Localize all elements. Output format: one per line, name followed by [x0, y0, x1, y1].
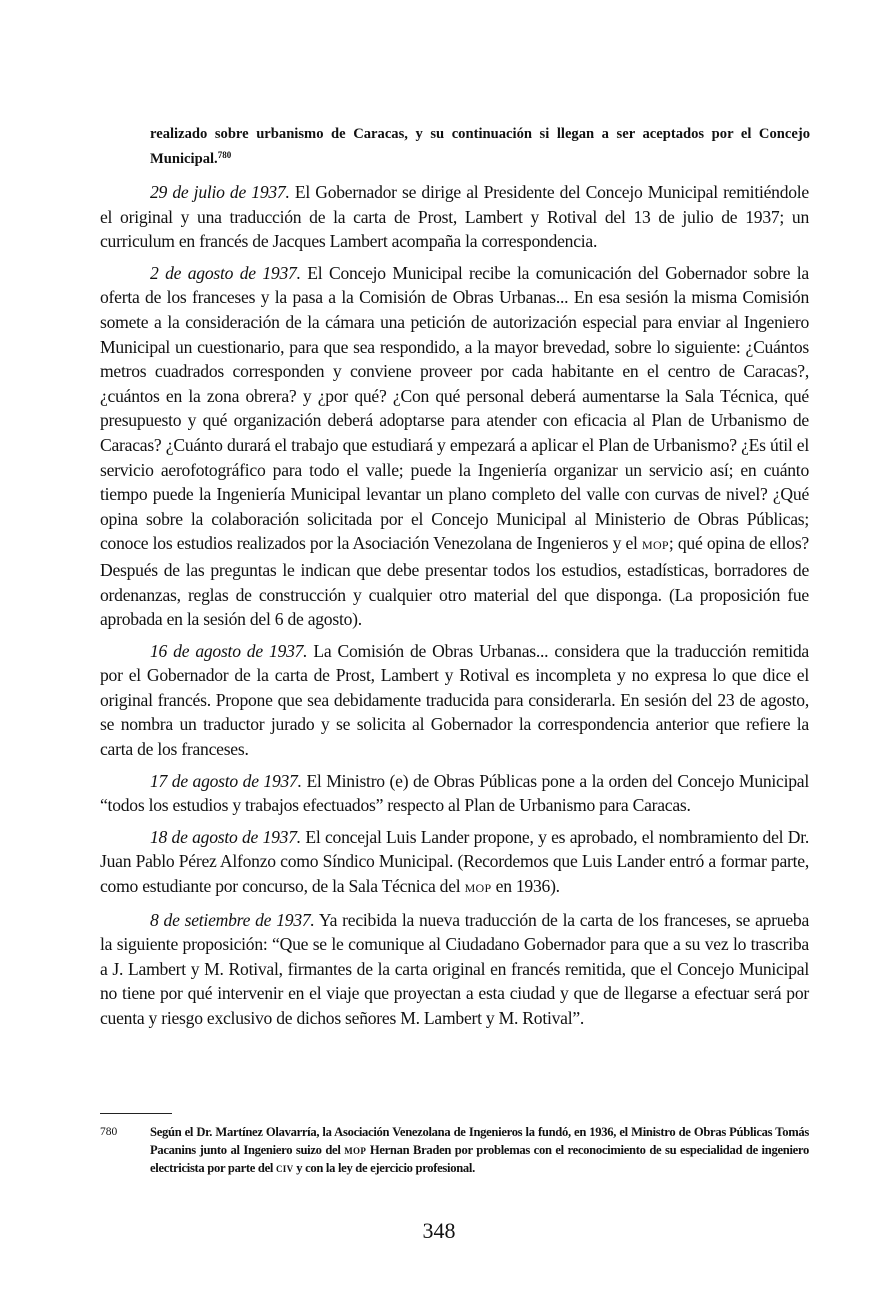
- entry-date: 16 de agosto de 1937.: [150, 640, 308, 661]
- abbreviation-mop: MOP: [641, 538, 669, 553]
- entry-1937-08-18: [100, 825, 809, 901]
- entry-date: 8 de setiembre de 1937.: [150, 909, 315, 930]
- block-quote: [150, 124, 810, 170]
- entry-1937-07-29: [100, 180, 809, 254]
- entry-text-continued: ; qué opina de ellos? Después de las preguntas le indican que debe presentar todos los estudios, estadísticas, borradores de ordenanzas, reglas de construcción y cualquier otro material del que disponga. (La proposición fue aprobada en la sesión del 6 de agosto).: [100, 533, 809, 630]
- abbreviation-mop: MOP: [464, 881, 492, 896]
- entry-date: 29 de julio de 1937.: [150, 182, 290, 202]
- abbreviation-civ: CIV: [275, 1164, 294, 1174]
- block-quote-text: realizado sobre urbanismo de Caracas, y su continuación si llegan a ser aceptados por el Concejo Municipal.: [150, 126, 810, 167]
- entry-text: El Gobernador se dirige al Presidente del Concejo Municipal remitiéndole el original y una traducción de la carta de Prost, Lambert y Rotival del 13 de julio de 1937; un curriculum en francés de Jacques Lambert acompaña la correspondencia.: [100, 182, 809, 252]
- entry-date: 17 de agosto de 1937.: [150, 770, 302, 791]
- abbreviation-mop: MOP: [344, 1145, 367, 1156]
- entry-1937-08-16: [100, 639, 809, 762]
- entry-text: El concejal Luis Lander propone, y es aprobado, el nombramiento del Dr. Juan Pablo Pérez Alfonzo como Síndico Municipal. (Recordemos que Luis Lander entró a formar parte, como estudiante por concurso, de la Sala Técnica del: [100, 826, 809, 897]
- footnote-text: [150, 1124, 809, 1179]
- page-number: 348: [422, 1218, 456, 1243]
- footnote-text-part: Hernan Braden por problemas con el reconocimiento de su especialidad de ingeniero electricista por parte del: [150, 1142, 809, 1175]
- chronology-body: [100, 180, 809, 1038]
- footnote-text-part: Según el Dr. Martínez Olavarría, la Asociación Venezolana de Ingenieros la fundó, en 1936, el Ministro de Obras Públicas Tomás Pacanins junto al Ingeniero suizo del: [150, 1125, 809, 1157]
- entry-text-continued: en 1936).: [491, 876, 560, 897]
- entry-text: La Comisión de Obras Urbanas... considera que la traducción remitida por el Gobernador de la carta de Prost, Lambert y Rotival es incompleta y no expresa lo que dice el original francés. Propone que sea debidamente traducida para considerarla. En sesión del 23 de agosto, se nombra un traductor jurado y se solicita al Gobernador la correspondencia anterior que refiere la carta de los franceses.: [100, 640, 809, 760]
- footnote-reference[interactable]: 780: [217, 150, 232, 160]
- footnote-separator: [100, 1113, 172, 1114]
- entry-1937-08-02: [100, 261, 809, 632]
- entry-date: 18 de agosto de 1937.: [150, 826, 301, 847]
- entry-1937-08-17: [100, 769, 809, 818]
- footnote-text-part: y con la ley de ejercicio profesional.: [293, 1161, 475, 1175]
- entry-date: 2 de agosto de 1937.: [150, 262, 301, 283]
- footnote-number: 780: [100, 1126, 118, 1138]
- entry-1937-09-08: [100, 908, 809, 1031]
- entry-text: El Ministro (e) de Obras Públicas pone a la orden del Concejo Municipal “todos los estudios y trabajos efectuados” respecto al Plan de Urbanismo para Caracas.: [100, 770, 809, 816]
- entry-text: El Concejo Municipal recibe la comunicación del Gobernador sobre la oferta de los franceses y la pasa a la Comisión de Obras Urbanas... En esa sesión la misma Comisión somete a la consideración de la cámara una petición de autorización especial para enviar al Ingeniero Municipal un cuestionario, para que sea respondido, a la mayor brevedad, sobre lo siguiente: ¿Cuántos metros cuadrados corresponden y conviene proveer por cada habitante en el centro de Caracas?, ¿cuántos en la zona obrera? y ¿por qué? ¿Con qué personal deberá aumentarse la Sala Técnica, qué presupuesto y qué organización deberá adoptarse para atender con eficacia al Plan de Urbanismo de Caracas? ¿Cuánto durará el trabajo que estudiará y empezará a aplicar el Plan de Urbanismo? ¿Es útil el servicio aerofotográfico para todo el valle; puede la Ingeniería organizar un servicio así; en cuánto tiempo puede la Ingeniería Municipal levantar un plano completo del valle con curvas de nivel? ¿Qué opina sobre la colaboración solicitada por el Concejo Municipal al Ministerio de Obras Públicas; conoce los estudios realizados por la Asociación Venezolana de Ingenieros y el: [100, 262, 809, 554]
- entry-text: Ya recibida la nueva traducción de la carta de los franceses, se aprueba la siguiente proposición: “Que se le comunique al Ciudadano Gobernador para que a su vez lo trascriba a J. Lambert y M. Rotival, firmantes de la carta original en francés remitida, que el Concejo Municipal no tiene por qué intervenir en el viaje que proyectan a esta ciudad y que de llegarse a efectuar será por cuenta y riesgo exclusivo de dichos señores M. Lambert y M. Rotival”.: [100, 909, 809, 1028]
